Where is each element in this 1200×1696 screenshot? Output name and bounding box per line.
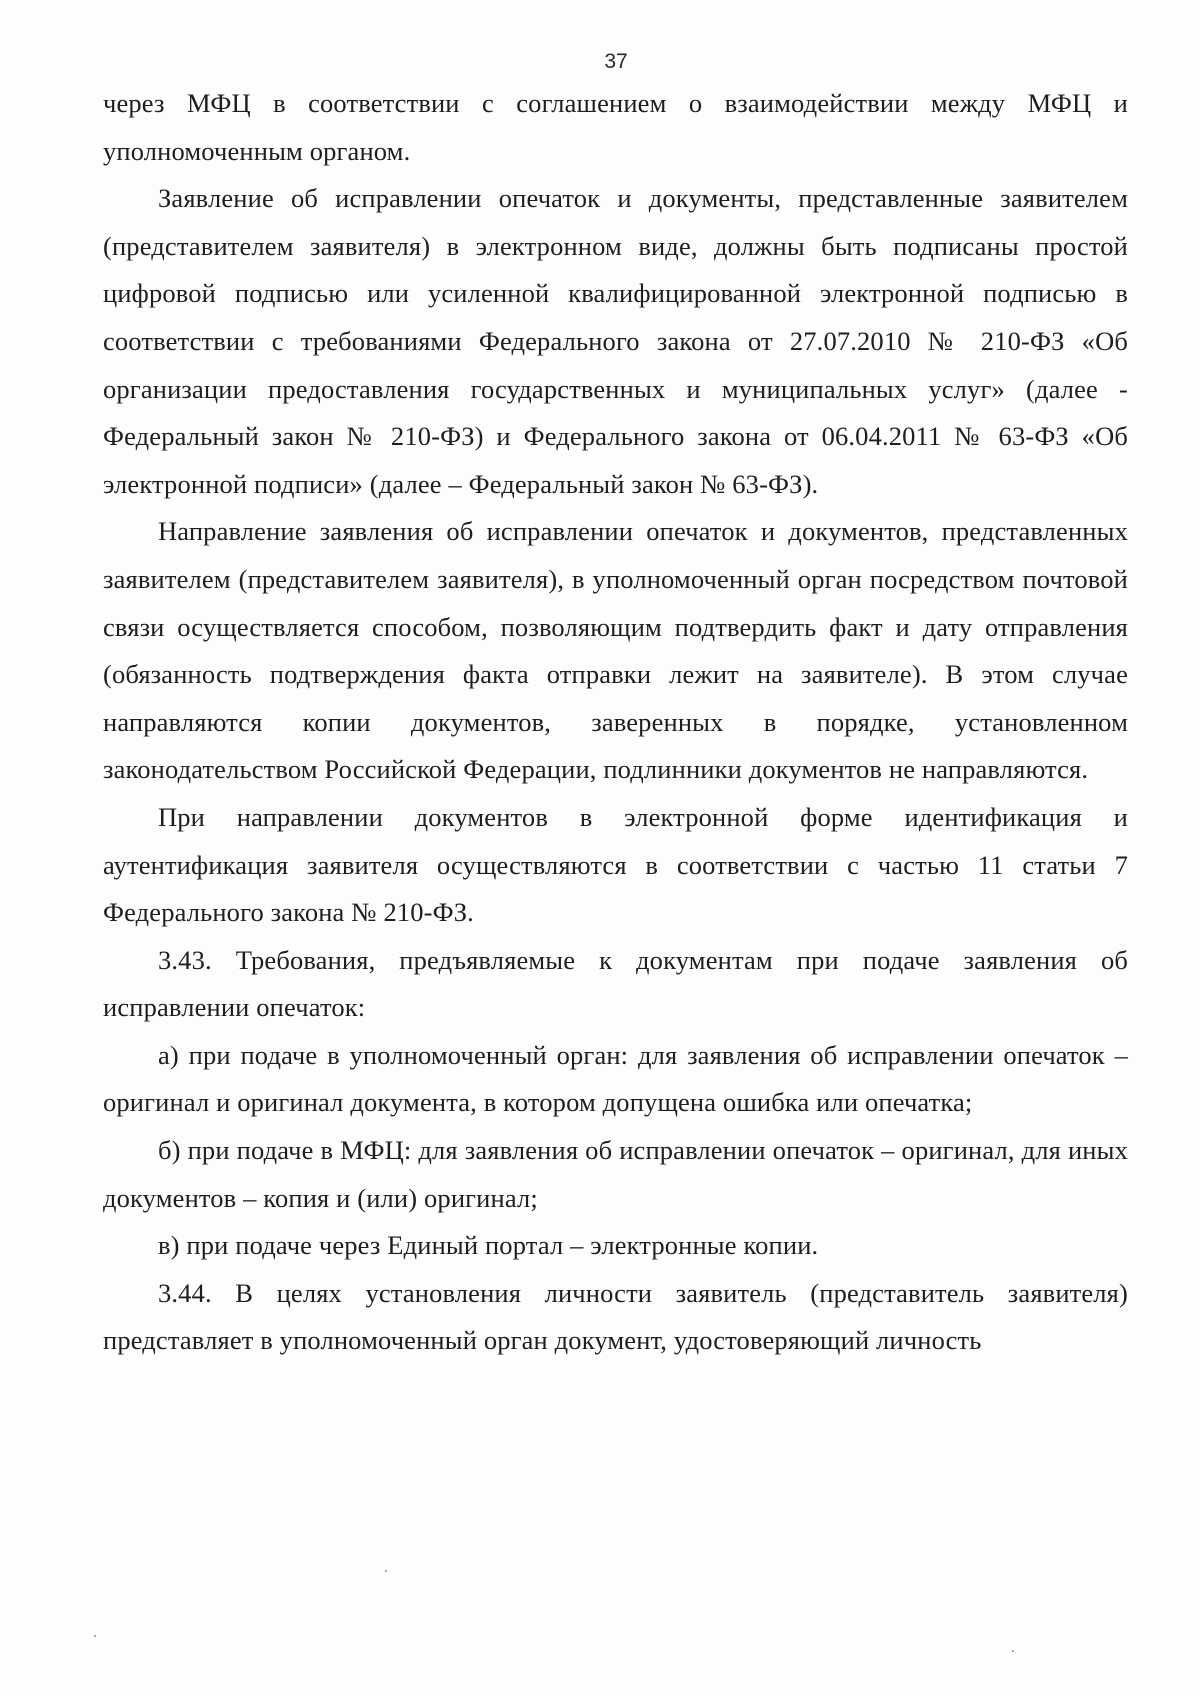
- scan-speck: [1012, 1650, 1014, 1652]
- paragraph-3-43: 3.43. Требования, предъявляемые к документам при подаче заявления об исправлении опечаток:: [103, 944, 1128, 1023]
- paragraph-3-43-a: а) при подаче в уполномоченный орган: для заявления об исправлении опечаток – оригинал и оригинал документа, в котором допущена ошибка или опечатка;: [103, 1039, 1128, 1118]
- paragraph-continuation: через МФЦ в соответствии с соглашением о взаимодействии между МФЦ и уполномоченным органом.: [103, 88, 1128, 166]
- scan-speck: [94, 1635, 96, 1637]
- document-body: [103, 80, 1128, 1365]
- paragraph-3-43-v: в) при подаче через Единый портал – электронные копии.: [158, 1230, 819, 1261]
- page-number: 37: [604, 50, 628, 73]
- paragraph-3-43-b: б) при подаче в МФЦ: для заявления об исправлении опечаток – оригинал, для иных документов – копия и (или) оригинал;: [103, 1135, 1128, 1213]
- paragraph-identification: При направлении документов в электронной форме идентификация и аутентификация заявителя осуществляются в соответствии с частью 11 статьи 7 Федерального закона № 210-ФЗ.: [103, 801, 1128, 928]
- paragraph-electronic-signature: Заявление об исправлении опечаток и документы, представленные заявителем (представителем заявителя) в электронном виде, должны быть подписаны простой цифровой подписью или усиленной квалифицированной электронной подписью в соответствии с требованиями Федерального закона от 27.07.2010 № 210-ФЗ «Об организации предоставления государственных и муниципальных услуг» (далее - Федеральный закон № 210-ФЗ) и Федерального закона от 06.04.2011 № 63-ФЗ «Об электронной подписи» (далее – Федеральный закон № 63-ФЗ).: [103, 183, 1128, 499]
- paragraph-postal-submission: Направление заявления об исправлении опечаток и документов, представленных заявителем (представителем заявителя), в уполномоченный орган посредством почтовой связи осуществляется способом, позволяющим подтвердить факт и дату отправления (обязанность подтверждения факта отправки лежит на заявителе). В этом случае направляются копии документов, заверенных в порядке, установленном законодательством Российской Федерации, подлинники документов не направляются.: [103, 516, 1128, 785]
- paragraph-3-44: 3.44. В целях установления личности заявитель (представитель заявителя) представляет в уполномоченный орган документ, удостоверяющий личность: [103, 1277, 1128, 1356]
- scan-speck: [385, 1570, 387, 1572]
